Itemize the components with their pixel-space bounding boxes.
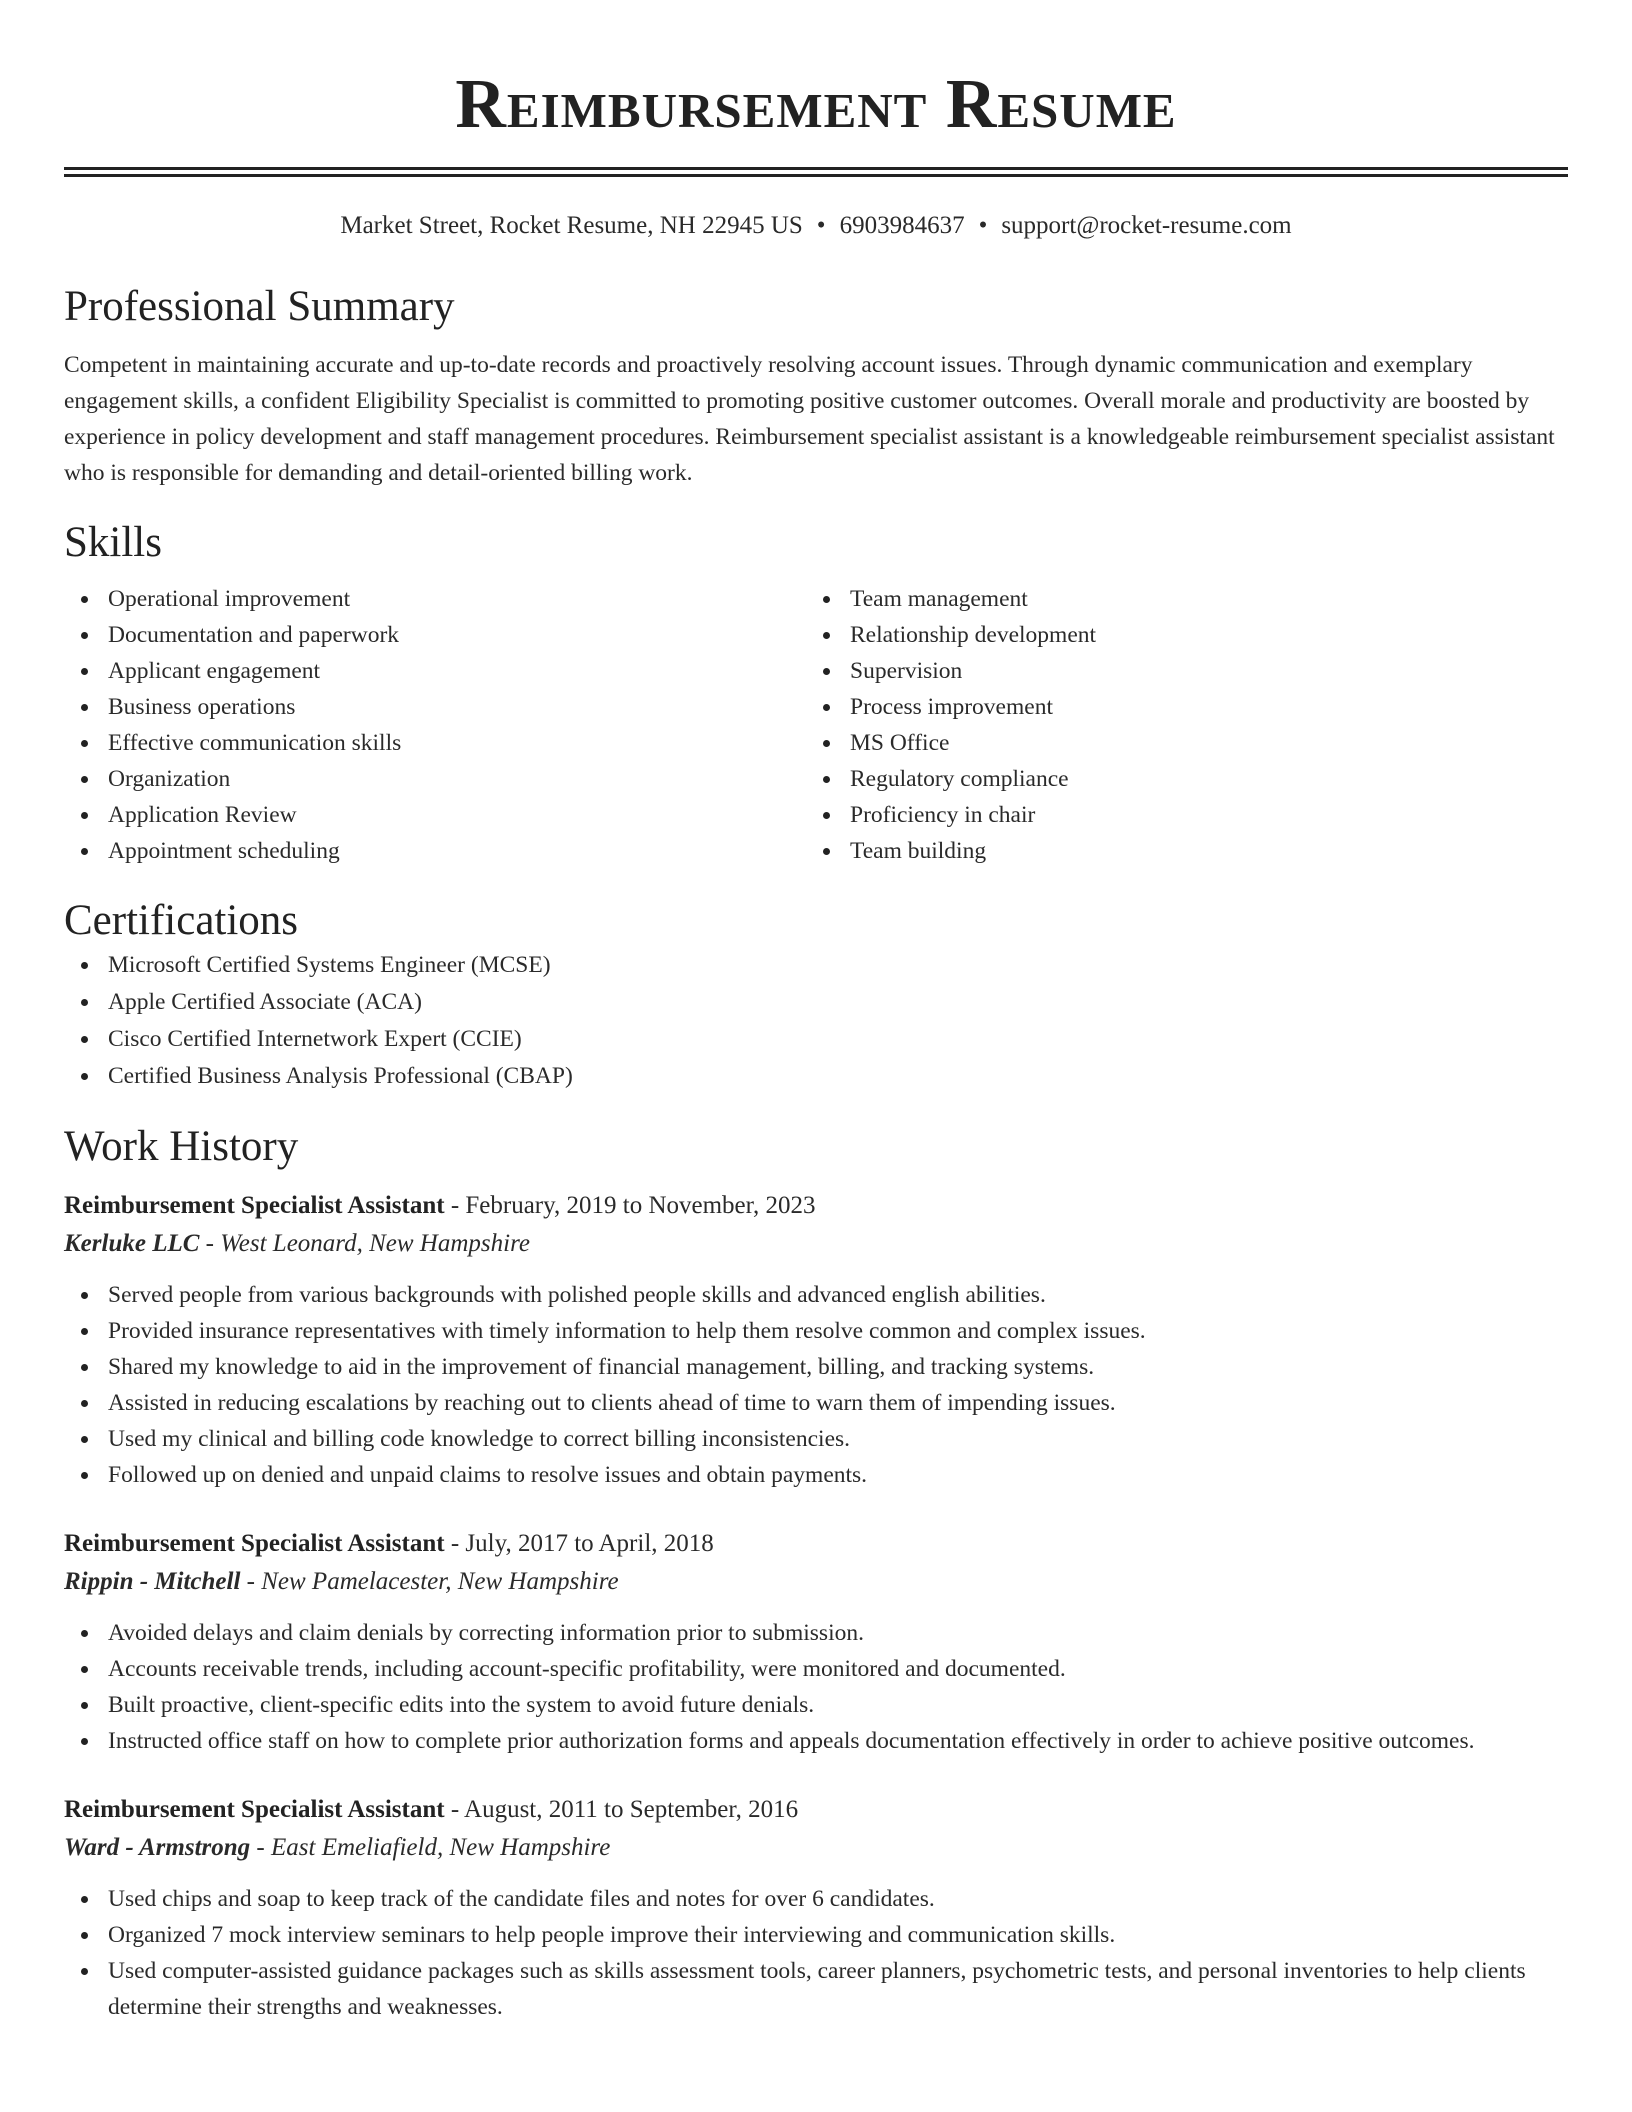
skills-list-right [806,581,1548,869]
job-employer [64,1563,1568,1601]
job-duty: Provided insurance representatives with timely information to help them resolve common and complex issues. [64,1313,1568,1349]
contact-email: support@rocket-resume.com [1001,212,1292,239]
skill-item: Operational improvement [64,581,806,617]
job-duties [64,1881,1568,2025]
job-title: Reimbursement Specialist Assistant [64,1796,445,1823]
skill-item: Team management [806,581,1548,617]
certification-item: Microsoft Certified Systems Engineer (MCSE) [64,947,1568,984]
skill-item: Supervision [806,653,1548,689]
job-title: Reimbursement Specialist Assistant [64,1530,445,1557]
job-employer [64,1829,1568,1867]
job-duties [64,1615,1568,1759]
skills-list-left [64,581,806,869]
job-location: - West Leonard, New Hampshire [199,1230,530,1257]
job-duty: Shared my knowledge to aid in the improvement of financial management, billing, and tracking systems. [64,1349,1568,1385]
skill-item: Relationship development [806,617,1548,653]
certification-item: Certified Business Analysis Professional (CBAP) [64,1058,1568,1095]
job-duty: Instructed office staff on how to complete prior authorization forms and appeals documentation effectively in order to achieve positive outcomes. [64,1723,1568,1759]
job-duty: Assisted in reducing escalations by reaching out to clients ahead of time to warn them of impending issues. [64,1385,1568,1421]
job-dates: - July, 2017 to April, 2018 [444,1530,714,1557]
contact-separator: • [816,212,826,239]
job-header [64,1187,1568,1225]
certification-item: Cisco Certified Internetwork Expert (CCIE) [64,1021,1568,1058]
skill-item: Applicant engagement [64,653,806,689]
job-duty: Accounts receivable trends, including account-specific profitability, were monitored and documented. [64,1651,1568,1687]
skill-item: Effective communication skills [64,725,806,761]
skill-item: Proficiency in chair [806,797,1548,833]
certification-item: Apple Certified Associate (ACA) [64,984,1568,1021]
job-company: Rippin - Mitchell [64,1568,241,1595]
job-entry [64,1525,1568,1759]
job-dates: - August, 2011 to September, 2016 [444,1796,799,1823]
resume-page [64,0,1568,2025]
job-header [64,1791,1568,1829]
skill-item: Regulatory compliance [806,761,1548,797]
skill-item: MS Office [806,725,1548,761]
skill-item: Organization [64,761,806,797]
skill-item: Documentation and paperwork [64,617,806,653]
job-entry [64,1791,1568,2025]
skill-item: Appointment scheduling [64,833,806,869]
contact-line [64,211,1568,241]
skill-item: Process improvement [806,689,1548,725]
job-title: Reimbursement Specialist Assistant [64,1192,445,1219]
job-duty: Organized 7 mock interview seminars to help people improve their interviewing and communication skills. [64,1917,1568,1953]
contact-separator: • [978,212,988,239]
title-double-rule [64,167,1568,177]
contact-address: Market Street, Rocket Resume, NH 22945 US [340,212,803,239]
job-company: Ward - Armstrong [64,1834,251,1861]
skill-item: Application Review [64,797,806,833]
summary-heading: Professional Summary [64,283,455,330]
job-duty: Built proactive, client-specific edits into the system to avoid future denials. [64,1687,1568,1723]
summary-text: Competent in maintaining accurate and up-to-date records and proactively resolving account issues. Through dynamic communication and exemplary engagement skills, a confident Eligibility Specialist is committed to promoting positive customer outcomes. Overall morale and productivity are boosted by experience in policy development and staff management procedures. Reimbursement specialist assistant is a knowledgeable reimbursement specialist assistant who is responsible for demanding and detail-oriented billing work. [64,352,1555,486]
work-history-heading: Work History [64,1123,299,1170]
job-header [64,1525,1568,1563]
job-duty: Used chips and soap to keep track of the candidate files and notes for over 6 candidates. [64,1881,1568,1917]
certifications-list [64,947,1568,1095]
job-duty: Used my clinical and billing code knowledge to correct billing inconsistencies. [64,1421,1568,1457]
job-duty: Served people from various backgrounds with polished people skills and advanced english abilities. [64,1277,1568,1313]
job-entry [64,1187,1568,1493]
job-location: - East Emeliafield, New Hampshire [250,1834,611,1861]
job-employer [64,1225,1568,1263]
job-duty: Followed up on denied and unpaid claims to resolve issues and obtain payments. [64,1457,1568,1493]
skill-item: Business operations [64,689,806,725]
job-company: Kerluke LLC [64,1230,200,1257]
job-duties [64,1277,1568,1493]
job-location: - New Pamelacester, New Hampshire [240,1568,619,1595]
resume-title: Reimbursement Resume [455,66,1177,143]
job-duty: Used computer-assisted guidance packages such as skills assessment tools, career planners, psychometric tests, and personal inventories to help clients determine their strengths and weaknesses. [64,1953,1568,2025]
skills-heading: Skills [64,519,162,566]
skills-columns [64,581,1568,869]
job-duty: Avoided delays and claim denials by correcting information prior to submission. [64,1615,1568,1651]
contact-phone: 6903984637 [839,212,965,239]
certifications-heading: Certifications [64,897,299,944]
skill-item: Team building [806,833,1548,869]
job-dates: - February, 2019 to November, 2023 [444,1192,816,1219]
